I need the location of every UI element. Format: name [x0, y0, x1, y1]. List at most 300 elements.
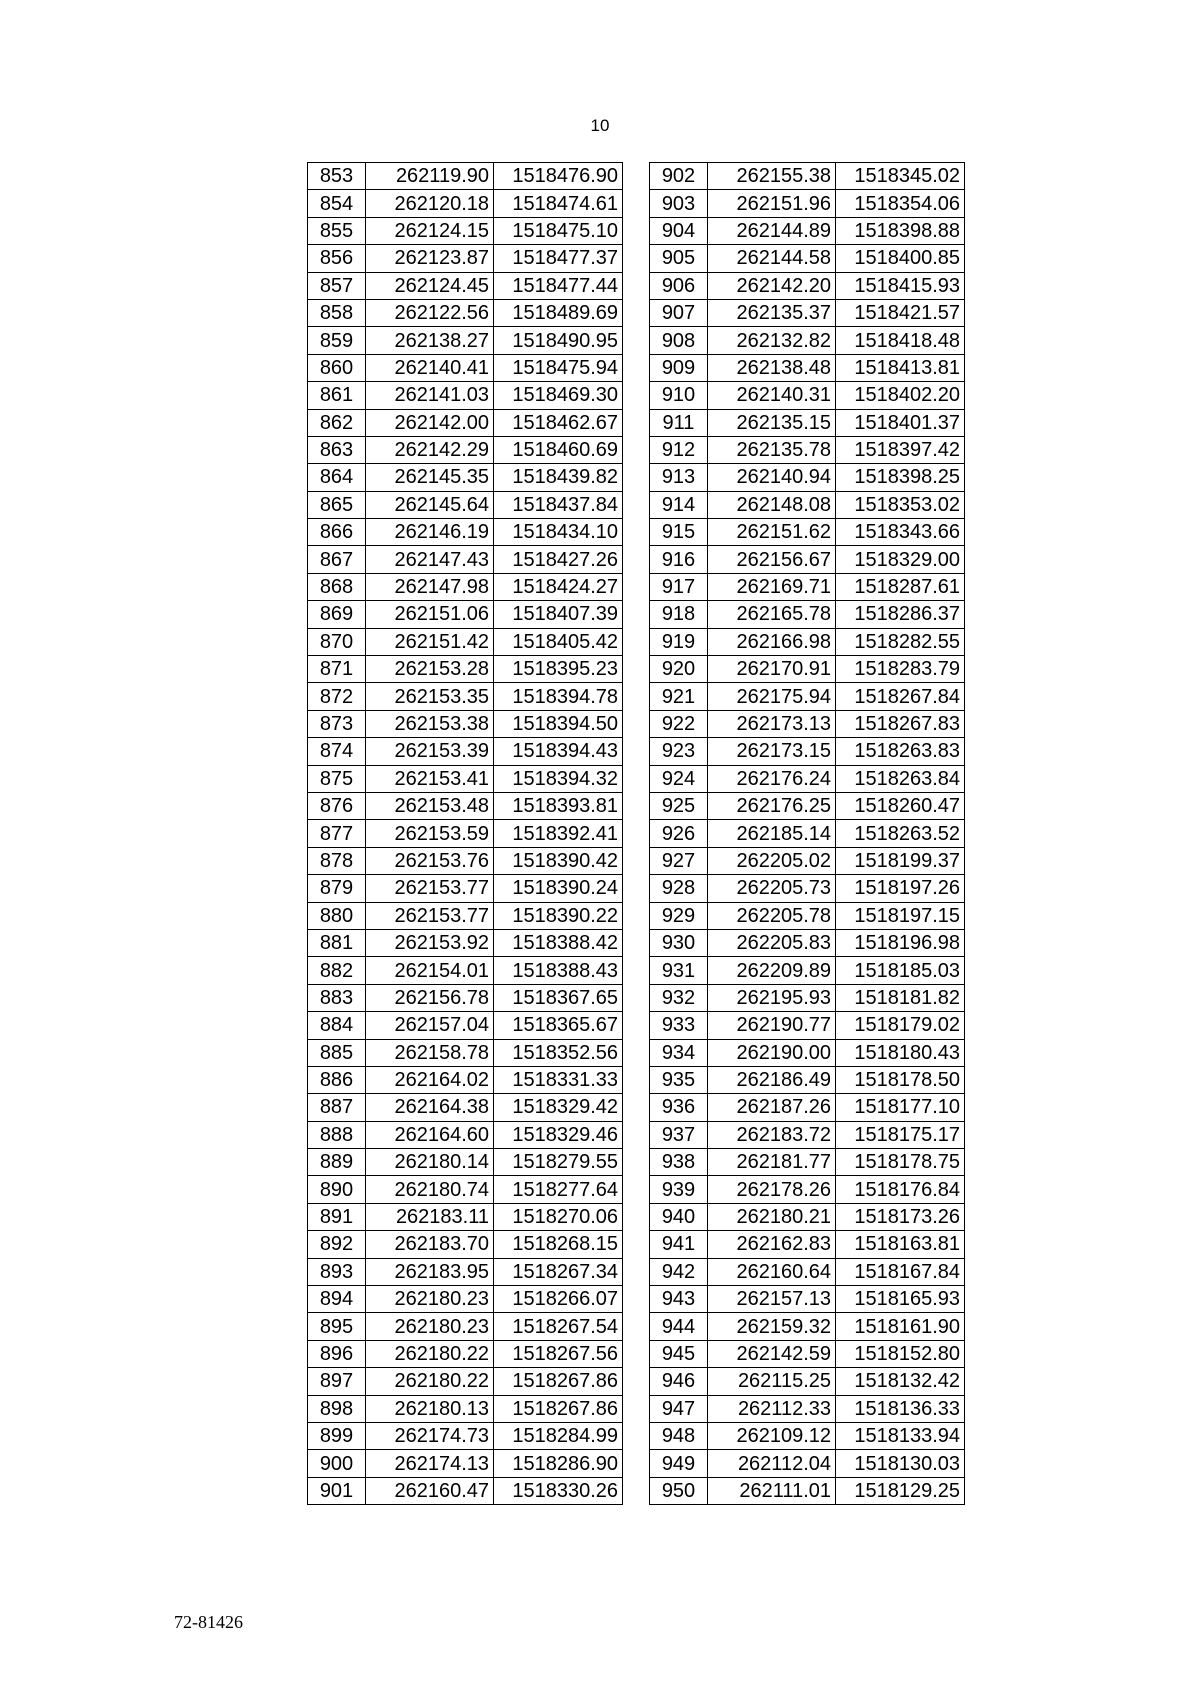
- table-row: [650, 1203, 965, 1230]
- x-coordinate-cell: 262205.73: [708, 875, 836, 902]
- point-number-cell: 916: [650, 546, 708, 573]
- point-number-cell: 922: [650, 710, 708, 737]
- table-row: [650, 354, 965, 381]
- x-coordinate-cell: 262153.35: [366, 683, 494, 710]
- x-coordinate-cell: 262142.59: [708, 1340, 836, 1367]
- point-number-cell: 888: [308, 1121, 366, 1148]
- table-row: [308, 683, 623, 710]
- table-row: [308, 656, 623, 683]
- table-row: [308, 1231, 623, 1258]
- table-row: [308, 1203, 623, 1230]
- y-coordinate-cell: 1518196.98: [836, 929, 965, 956]
- y-coordinate-cell: 1518477.37: [494, 245, 623, 272]
- table-row: [308, 491, 623, 518]
- table-row: [650, 491, 965, 518]
- table-row: [308, 573, 623, 600]
- y-coordinate-cell: 1518421.57: [836, 299, 965, 326]
- x-coordinate-cell: 262164.02: [366, 1066, 494, 1093]
- point-number-cell: 919: [650, 628, 708, 655]
- x-coordinate-cell: 262145.64: [366, 491, 494, 518]
- table-row: [308, 190, 623, 217]
- point-number-cell: 911: [650, 409, 708, 436]
- y-coordinate-cell: 1518133.94: [836, 1422, 965, 1449]
- table-row: [308, 1149, 623, 1176]
- y-coordinate-cell: 1518267.84: [836, 683, 965, 710]
- point-number-cell: 855: [308, 217, 366, 244]
- y-coordinate-cell: 1518401.37: [836, 409, 965, 436]
- point-number-cell: 874: [308, 738, 366, 765]
- point-number-cell: 873: [308, 710, 366, 737]
- point-number-cell: 940: [650, 1203, 708, 1230]
- table-row: [650, 820, 965, 847]
- table-row: [308, 1121, 623, 1148]
- x-coordinate-cell: 262186.49: [708, 1066, 836, 1093]
- table-row: [308, 792, 623, 819]
- y-coordinate-cell: 1518395.23: [494, 656, 623, 683]
- table-row: [650, 190, 965, 217]
- y-coordinate-cell: 1518329.42: [494, 1094, 623, 1121]
- x-coordinate-cell: 262153.77: [366, 902, 494, 929]
- point-number-cell: 880: [308, 902, 366, 929]
- x-coordinate-cell: 262153.48: [366, 792, 494, 819]
- x-coordinate-cell: 262140.94: [708, 464, 836, 491]
- x-coordinate-cell: 262180.23: [366, 1286, 494, 1313]
- table-row: [650, 382, 965, 409]
- table-row: [650, 1094, 965, 1121]
- x-coordinate-cell: 262173.13: [708, 710, 836, 737]
- table-row: [650, 1149, 965, 1176]
- y-coordinate-cell: 1518165.93: [836, 1286, 965, 1313]
- table-row: [308, 382, 623, 409]
- x-coordinate-cell: 262147.43: [366, 546, 494, 573]
- point-number-cell: 926: [650, 820, 708, 847]
- x-coordinate-cell: 262155.38: [708, 163, 836, 190]
- x-coordinate-cell: 262157.04: [366, 1012, 494, 1039]
- table-row: [650, 1340, 965, 1367]
- point-number-cell: 882: [308, 957, 366, 984]
- x-coordinate-cell: 262183.72: [708, 1121, 836, 1148]
- x-coordinate-cell: 262124.15: [366, 217, 494, 244]
- x-coordinate-cell: 262187.26: [708, 1094, 836, 1121]
- y-coordinate-cell: 1518277.64: [494, 1176, 623, 1203]
- point-number-cell: 881: [308, 929, 366, 956]
- point-number-cell: 883: [308, 984, 366, 1011]
- x-coordinate-cell: 262145.35: [366, 464, 494, 491]
- y-coordinate-cell: 1518469.30: [494, 382, 623, 409]
- table-row: [650, 409, 965, 436]
- table-row: [308, 1422, 623, 1449]
- point-number-cell: 943: [650, 1286, 708, 1313]
- table-row: [308, 1313, 623, 1340]
- x-coordinate-cell: 262151.96: [708, 190, 836, 217]
- point-number-cell: 859: [308, 327, 366, 354]
- x-coordinate-cell: 262153.59: [366, 820, 494, 847]
- x-coordinate-cell: 262140.41: [366, 354, 494, 381]
- table-row: [650, 792, 965, 819]
- x-coordinate-cell: 262135.15: [708, 409, 836, 436]
- x-coordinate-cell: 262176.25: [708, 792, 836, 819]
- y-coordinate-cell: 1518343.66: [836, 519, 965, 546]
- y-coordinate-cell: 1518367.65: [494, 984, 623, 1011]
- table-row: [308, 327, 623, 354]
- table-row: [308, 1477, 623, 1504]
- y-coordinate-cell: 1518173.26: [836, 1203, 965, 1230]
- x-coordinate-cell: 262151.62: [708, 519, 836, 546]
- y-coordinate-cell: 1518286.37: [836, 601, 965, 628]
- x-coordinate-cell: 262132.82: [708, 327, 836, 354]
- point-number-cell: 918: [650, 601, 708, 628]
- point-number-cell: 854: [308, 190, 366, 217]
- point-number-cell: 863: [308, 436, 366, 463]
- x-coordinate-cell: 262175.94: [708, 683, 836, 710]
- x-coordinate-cell: 262138.48: [708, 354, 836, 381]
- x-coordinate-cell: 262181.77: [708, 1149, 836, 1176]
- point-number-cell: 867: [308, 546, 366, 573]
- x-coordinate-cell: 262151.42: [366, 628, 494, 655]
- x-coordinate-cell: 262159.32: [708, 1313, 836, 1340]
- point-number-cell: 858: [308, 299, 366, 326]
- y-coordinate-cell: 1518434.10: [494, 519, 623, 546]
- y-coordinate-cell: 1518475.10: [494, 217, 623, 244]
- table-row: [650, 710, 965, 737]
- y-coordinate-cell: 1518270.06: [494, 1203, 623, 1230]
- page-number: 10: [590, 116, 610, 135]
- point-number-cell: 928: [650, 875, 708, 902]
- x-coordinate-cell: 262170.91: [708, 656, 836, 683]
- y-coordinate-cell: 1518365.67: [494, 1012, 623, 1039]
- y-coordinate-cell: 1518397.42: [836, 436, 965, 463]
- point-number-cell: 906: [650, 272, 708, 299]
- x-coordinate-cell: 262195.93: [708, 984, 836, 1011]
- table-row: [650, 738, 965, 765]
- table-row: [650, 272, 965, 299]
- x-coordinate-cell: 262176.24: [708, 765, 836, 792]
- table-row: [308, 409, 623, 436]
- y-coordinate-cell: 1518353.02: [836, 491, 965, 518]
- table-row: [308, 601, 623, 628]
- y-coordinate-cell: 1518197.26: [836, 875, 965, 902]
- y-coordinate-cell: 1518132.42: [836, 1368, 965, 1395]
- table-row: [650, 1012, 965, 1039]
- table-row: [650, 1258, 965, 1285]
- point-number-cell: 931: [650, 957, 708, 984]
- table-row: [650, 1477, 965, 1504]
- x-coordinate-cell: 262122.56: [366, 299, 494, 326]
- x-coordinate-cell: 262144.58: [708, 245, 836, 272]
- x-coordinate-cell: 262164.60: [366, 1121, 494, 1148]
- point-number-cell: 871: [308, 656, 366, 683]
- x-coordinate-cell: 262153.76: [366, 847, 494, 874]
- point-number-cell: 898: [308, 1395, 366, 1422]
- x-coordinate-cell: 262156.67: [708, 546, 836, 573]
- point-number-cell: 909: [650, 354, 708, 381]
- table-row: [650, 875, 965, 902]
- y-coordinate-cell: 1518267.86: [494, 1368, 623, 1395]
- y-coordinate-cell: 1518199.37: [836, 847, 965, 874]
- table-row: [650, 573, 965, 600]
- y-coordinate-cell: 1518268.15: [494, 1231, 623, 1258]
- point-number-cell: 935: [650, 1066, 708, 1093]
- y-coordinate-cell: 1518427.26: [494, 546, 623, 573]
- x-coordinate-cell: 262158.78: [366, 1039, 494, 1066]
- x-coordinate-cell: 262178.26: [708, 1176, 836, 1203]
- x-coordinate-cell: 262180.22: [366, 1340, 494, 1367]
- point-number-cell: 903: [650, 190, 708, 217]
- y-coordinate-cell: 1518345.02: [836, 163, 965, 190]
- y-coordinate-cell: 1518394.78: [494, 683, 623, 710]
- x-coordinate-cell: 262119.90: [366, 163, 494, 190]
- table-row: [308, 929, 623, 956]
- point-number-cell: 861: [308, 382, 366, 409]
- point-number-cell: 941: [650, 1231, 708, 1258]
- point-number-cell: 872: [308, 683, 366, 710]
- x-coordinate-cell: 262162.83: [708, 1231, 836, 1258]
- y-coordinate-cell: 1518263.52: [836, 820, 965, 847]
- y-coordinate-cell: 1518152.80: [836, 1340, 965, 1367]
- y-coordinate-cell: 1518394.50: [494, 710, 623, 737]
- table-row: [308, 1450, 623, 1477]
- point-number-cell: 885: [308, 1039, 366, 1066]
- y-coordinate-cell: 1518267.83: [836, 710, 965, 737]
- x-coordinate-cell: 262140.31: [708, 382, 836, 409]
- x-coordinate-cell: 262180.21: [708, 1203, 836, 1230]
- point-number-cell: 932: [650, 984, 708, 1011]
- y-coordinate-cell: 1518260.47: [836, 792, 965, 819]
- table-row: [650, 1066, 965, 1093]
- x-coordinate-cell: 262148.08: [708, 491, 836, 518]
- table-row: [308, 1395, 623, 1422]
- y-coordinate-cell: 1518390.24: [494, 875, 623, 902]
- y-coordinate-cell: 1518393.81: [494, 792, 623, 819]
- y-coordinate-cell: 1518267.34: [494, 1258, 623, 1285]
- point-number-cell: 945: [650, 1340, 708, 1367]
- table-row: [308, 217, 623, 244]
- table-row: [308, 1176, 623, 1203]
- point-number-cell: 949: [650, 1450, 708, 1477]
- y-coordinate-cell: 1518163.81: [836, 1231, 965, 1258]
- y-coordinate-cell: 1518398.88: [836, 217, 965, 244]
- point-number-cell: 890: [308, 1176, 366, 1203]
- y-coordinate-cell: 1518179.02: [836, 1012, 965, 1039]
- table-row: [650, 327, 965, 354]
- x-coordinate-cell: 262183.11: [366, 1203, 494, 1230]
- y-coordinate-cell: 1518267.56: [494, 1340, 623, 1367]
- y-coordinate-cell: 1518175.17: [836, 1121, 965, 1148]
- point-number-cell: 870: [308, 628, 366, 655]
- table-row: [650, 1231, 965, 1258]
- x-coordinate-cell: 262166.98: [708, 628, 836, 655]
- table-row: [308, 628, 623, 655]
- y-coordinate-cell: 1518390.22: [494, 902, 623, 929]
- table-row: [650, 683, 965, 710]
- y-coordinate-cell: 1518390.42: [494, 847, 623, 874]
- point-number-cell: 865: [308, 491, 366, 518]
- point-number-cell: 920: [650, 656, 708, 683]
- x-coordinate-cell: 262169.71: [708, 573, 836, 600]
- point-number-cell: 924: [650, 765, 708, 792]
- y-coordinate-cell: 1518476.90: [494, 163, 623, 190]
- x-coordinate-cell: 262153.41: [366, 765, 494, 792]
- point-number-cell: 895: [308, 1313, 366, 1340]
- point-number-cell: 899: [308, 1422, 366, 1449]
- x-coordinate-cell: 262183.70: [366, 1231, 494, 1258]
- point-number-cell: 869: [308, 601, 366, 628]
- point-number-cell: 868: [308, 573, 366, 600]
- point-number-cell: 875: [308, 765, 366, 792]
- y-coordinate-cell: 1518267.86: [494, 1395, 623, 1422]
- y-coordinate-cell: 1518489.69: [494, 299, 623, 326]
- y-coordinate-cell: 1518279.55: [494, 1149, 623, 1176]
- table-row: [308, 765, 623, 792]
- y-coordinate-cell: 1518388.43: [494, 957, 623, 984]
- y-coordinate-cell: 1518354.06: [836, 190, 965, 217]
- x-coordinate-cell: 262165.78: [708, 601, 836, 628]
- table-row: [650, 163, 965, 190]
- y-coordinate-cell: 1518475.94: [494, 354, 623, 381]
- x-coordinate-cell: 262151.06: [366, 601, 494, 628]
- y-coordinate-cell: 1518329.00: [836, 546, 965, 573]
- point-number-cell: 884: [308, 1012, 366, 1039]
- table-row: [308, 1066, 623, 1093]
- point-number-cell: 853: [308, 163, 366, 190]
- table-row: [650, 1176, 965, 1203]
- point-number-cell: 894: [308, 1286, 366, 1313]
- point-number-cell: 912: [650, 436, 708, 463]
- y-coordinate-cell: 1518437.84: [494, 491, 623, 518]
- table-row: [308, 436, 623, 463]
- x-coordinate-cell: 262185.14: [708, 820, 836, 847]
- point-number-cell: 908: [650, 327, 708, 354]
- point-number-cell: 856: [308, 245, 366, 272]
- x-coordinate-cell: 262164.38: [366, 1094, 494, 1121]
- x-coordinate-cell: 262183.95: [366, 1258, 494, 1285]
- x-coordinate-cell: 262180.23: [366, 1313, 494, 1340]
- y-coordinate-cell: 1518129.25: [836, 1477, 965, 1504]
- point-number-cell: 921: [650, 683, 708, 710]
- y-coordinate-cell: 1518329.46: [494, 1121, 623, 1148]
- point-number-cell: 892: [308, 1231, 366, 1258]
- table-row: [650, 245, 965, 272]
- table-row: [650, 656, 965, 683]
- point-number-cell: 936: [650, 1094, 708, 1121]
- y-coordinate-cell: 1518415.93: [836, 272, 965, 299]
- x-coordinate-cell: 262180.22: [366, 1368, 494, 1395]
- table-row: [308, 464, 623, 491]
- y-coordinate-cell: 1518180.43: [836, 1039, 965, 1066]
- x-coordinate-cell: 262209.89: [708, 957, 836, 984]
- y-coordinate-cell: 1518266.07: [494, 1286, 623, 1313]
- table-row: [308, 984, 623, 1011]
- x-coordinate-cell: 262156.78: [366, 984, 494, 1011]
- y-coordinate-cell: 1518181.82: [836, 984, 965, 1011]
- point-number-cell: 937: [650, 1121, 708, 1148]
- table-row: [308, 820, 623, 847]
- table-row: [650, 1286, 965, 1313]
- y-coordinate-cell: 1518400.85: [836, 245, 965, 272]
- x-coordinate-cell: 262146.19: [366, 519, 494, 546]
- table-row: [308, 245, 623, 272]
- x-coordinate-cell: 262142.20: [708, 272, 836, 299]
- table-row: [650, 765, 965, 792]
- table-row: [650, 902, 965, 929]
- x-coordinate-cell: 262205.78: [708, 902, 836, 929]
- y-coordinate-cell: 1518284.99: [494, 1422, 623, 1449]
- y-coordinate-cell: 1518283.79: [836, 656, 965, 683]
- table-row: [308, 519, 623, 546]
- y-coordinate-cell: 1518263.84: [836, 765, 965, 792]
- point-number-cell: 948: [650, 1422, 708, 1449]
- point-number-cell: 907: [650, 299, 708, 326]
- x-coordinate-cell: 262157.13: [708, 1286, 836, 1313]
- table-row: [308, 1039, 623, 1066]
- y-coordinate-cell: 1518167.84: [836, 1258, 965, 1285]
- table-row: [650, 957, 965, 984]
- y-coordinate-cell: 1518394.43: [494, 738, 623, 765]
- point-number-cell: 860: [308, 354, 366, 381]
- y-coordinate-cell: 1518418.48: [836, 327, 965, 354]
- table-row: [308, 875, 623, 902]
- table-row: [308, 710, 623, 737]
- point-number-cell: 933: [650, 1012, 708, 1039]
- y-coordinate-cell: 1518178.50: [836, 1066, 965, 1093]
- point-number-cell: 944: [650, 1313, 708, 1340]
- point-number-cell: 857: [308, 272, 366, 299]
- point-number-cell: 901: [308, 1477, 366, 1504]
- point-number-cell: 923: [650, 738, 708, 765]
- x-coordinate-cell: 262153.39: [366, 738, 494, 765]
- point-number-cell: 864: [308, 464, 366, 491]
- x-coordinate-cell: 262123.87: [366, 245, 494, 272]
- y-coordinate-cell: 1518490.95: [494, 327, 623, 354]
- table-row: [308, 902, 623, 929]
- x-coordinate-cell: 262153.92: [366, 929, 494, 956]
- x-coordinate-cell: 262174.73: [366, 1422, 494, 1449]
- point-number-cell: 877: [308, 820, 366, 847]
- point-number-cell: 915: [650, 519, 708, 546]
- x-coordinate-cell: 262205.02: [708, 847, 836, 874]
- table-row: [650, 1422, 965, 1449]
- table-row: [650, 1450, 965, 1477]
- table-row: [308, 1094, 623, 1121]
- y-coordinate-cell: 1518178.75: [836, 1149, 965, 1176]
- point-number-cell: 925: [650, 792, 708, 819]
- y-coordinate-cell: 1518402.20: [836, 382, 965, 409]
- y-coordinate-cell: 1518439.82: [494, 464, 623, 491]
- table-row: [308, 272, 623, 299]
- x-coordinate-cell: 262142.29: [366, 436, 494, 463]
- x-coordinate-cell: 262144.89: [708, 217, 836, 244]
- x-coordinate-cell: 262111.01: [708, 1477, 836, 1504]
- point-number-cell: 893: [308, 1258, 366, 1285]
- point-number-cell: 939: [650, 1176, 708, 1203]
- x-coordinate-cell: 262154.01: [366, 957, 494, 984]
- x-coordinate-cell: 262115.25: [708, 1368, 836, 1395]
- y-coordinate-cell: 1518331.33: [494, 1066, 623, 1093]
- x-coordinate-cell: 262205.83: [708, 929, 836, 956]
- coordinates-table-left: [307, 162, 623, 1505]
- x-coordinate-cell: 262153.28: [366, 656, 494, 683]
- point-number-cell: 917: [650, 573, 708, 600]
- table-row: [650, 519, 965, 546]
- x-coordinate-cell: 262120.18: [366, 190, 494, 217]
- point-number-cell: 942: [650, 1258, 708, 1285]
- table-row: [308, 299, 623, 326]
- y-coordinate-cell: 1518263.83: [836, 738, 965, 765]
- point-number-cell: 866: [308, 519, 366, 546]
- y-coordinate-cell: 1518287.61: [836, 573, 965, 600]
- y-coordinate-cell: 1518176.84: [836, 1176, 965, 1203]
- y-coordinate-cell: 1518407.39: [494, 601, 623, 628]
